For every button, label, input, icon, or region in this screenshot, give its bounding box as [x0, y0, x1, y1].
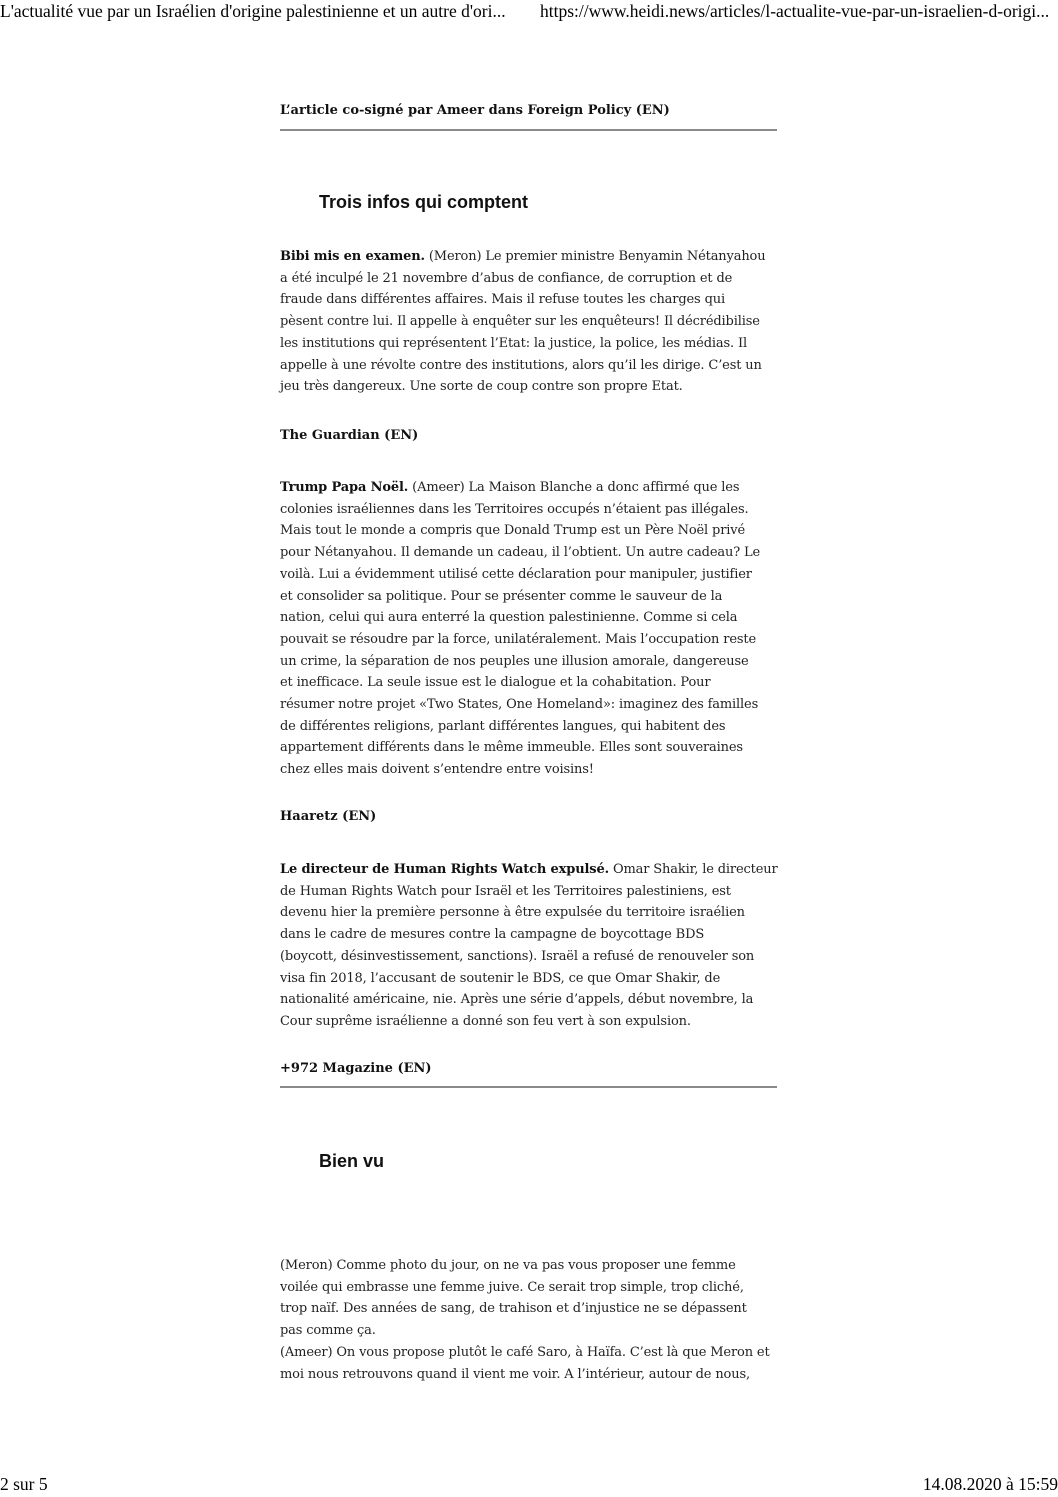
- print-page-title: L'actualité vue par un Israélien d'origine palestinienne et un autre d'ori...: [0, 1, 506, 21]
- source-link-foreign-policy[interactable]: L’article co-signé par Ameer dans Foreign Policy (EN): [280, 103, 670, 118]
- print-footer: [0, 1474, 1058, 1496]
- news-item-bibi: Bibi mis en examen. (Meron) Le premier ministre Benyamin Nétanyahou a été inculpé le 21 novembre d’abus de confiance, de corruption et de fraude dans différentes affaires. Mais il refuse toutes les charges qui pèsent contre lui. Il appelle à enquêter sur les enquêteurs! Il décrédibilise les institutions qui représentent l’Etat: la justice, la police, les médias. Il appelle à une révolte contre des institutions, alors qu’il les dirige. C’est un jeu très dangereux. Une sorte de coup contre son propre Etat.: [280, 249, 766, 395]
- bien-vu-paragraph: (Meron) Comme photo du jour, on ne va pas vous proposer une femme voilée qui embrasse une femme juive. Ce serait trop simple, trop cliché, trop naïf. Des années de sang, de trahison et d’injustice ne se dépassent pas comme ça. (Ameer) On vous propose plutôt le café Saro, à Haïfa. C’est là que Meron et moi nous retrouvons quand il vient me voir. A l’intérieur, autour de nous,: [280, 1258, 770, 1382]
- section-title-bien-vu: Bien vu: [319, 1151, 385, 1171]
- section-divider: [280, 1086, 777, 1088]
- print-page-number: 2 sur 5: [0, 1474, 48, 1494]
- print-page-url: https://www.heidi.news/articles/l-actualite-vue-par-un-israelien-d-origi...: [540, 1, 1050, 21]
- source-link-972-magazine[interactable]: +972 Magazine (EN): [280, 1061, 432, 1076]
- news-item-lead: Le directeur de Human Rights Watch expulsé.: [280, 862, 609, 877]
- source-link-guardian[interactable]: The Guardian (EN): [280, 428, 419, 443]
- print-header: [0, 1, 1058, 25]
- print-datetime: 14.08.2020 à 15:59: [922, 1474, 1058, 1494]
- news-item-hrw: Le directeur de Human Rights Watch expulsé. Omar Shakir, le directeur de Human Rights Watch pour Israël et les Territoires palestiniens, est devenu hier la première personne à être expulsée du territoire israélien dans le cadre de mesures contre la campagne de boycottage BDS (boycott, désinvestissement, sanctions). Israël a refusé de renouveler son visa fin 2018, l’accusant de soutenir le BDS, ce que Omar Shakir, de nationalité américaine, nie. Après une série d’appels, début novembre, la Cour suprême israélienne a donné son feu vert à son expulsion.: [280, 862, 778, 1029]
- news-item-lead: Bibi mis en examen.: [280, 249, 425, 264]
- section-title-trois-infos: Trois infos qui comptent: [319, 192, 529, 212]
- news-item-trump: Trump Papa Noël. (Ameer) La Maison Blanche a donc affirmé que les colonies israéliennes dans les Territoires occupés n’étaient pas illégales. Mais tout le monde a compris que Donald Trump est un Père Noël privé pour Nétanyahou. Il demande un cadeau, il l’obtient. Un autre cadeau? Le voilà. Lui a évidemment utilisé cette déclaration pour manipuler, justifier et consolider sa politique. Pour se présenter comme le sauveur de la nation, celui qui aura enterré la question palestinienne. Comme si cela pouvait se résoudre par la force, unilatéralement. Mais l’occupation reste un crime, la séparation de nos peuples une illusion amorale, dangereuse et inefficace. La seule issue est le dialogue et la cohabitation. Pour résumer notre projet «Two States, One Homeland»: imaginez des familles de différentes religions, parlant différentes langues, qui habitent des appartement différents dans le même immeuble. Elles sont souveraines chez elles mais doivent s’entendre entre voisins!: [280, 480, 761, 778]
- news-item-lead: Trump Papa Noël.: [280, 480, 409, 495]
- source-link-haaretz[interactable]: Haaretz (EN): [280, 809, 377, 824]
- section-divider: [280, 129, 777, 131]
